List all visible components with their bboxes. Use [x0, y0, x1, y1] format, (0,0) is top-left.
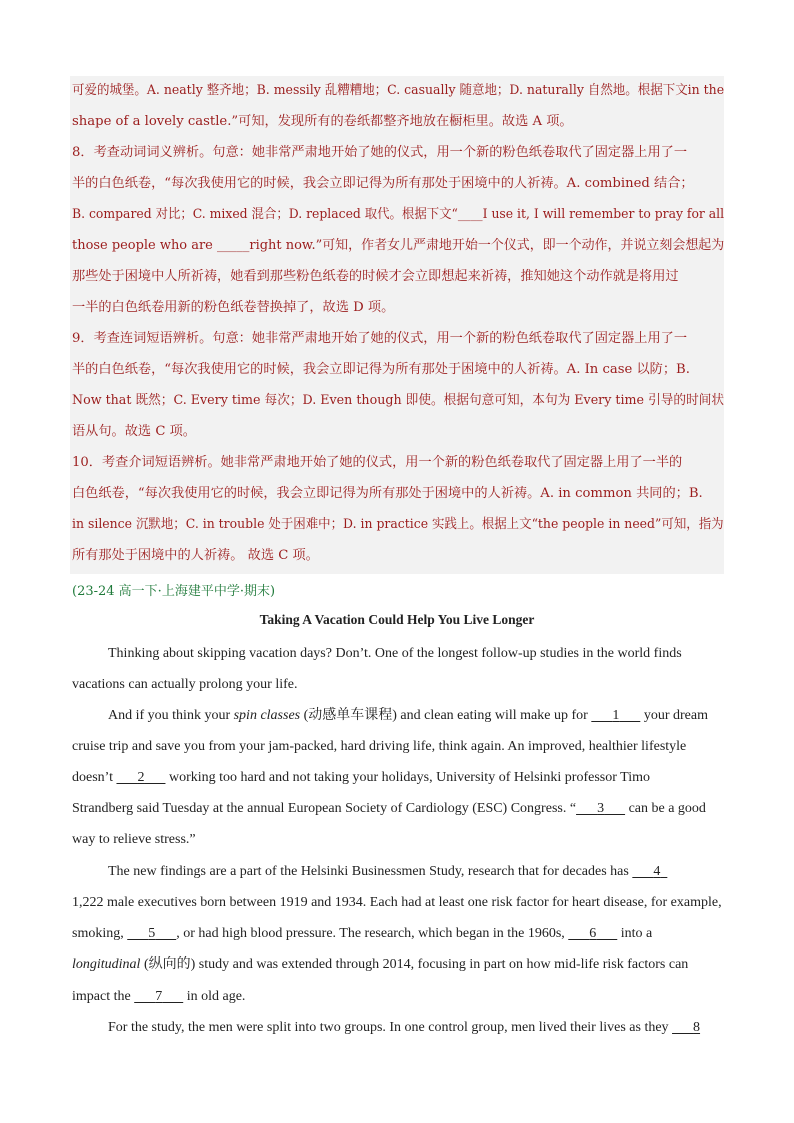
- blank-5[interactable]: [127, 924, 176, 944]
- text-segment: can be a good: [625, 801, 706, 816]
- text-segment: impact the: [72, 989, 135, 1004]
- text-segment: working too hard and not taking your holidays, University of Helsinki professor Timo: [165, 770, 650, 785]
- text-segment: (纵向的) study and was extended through 2014, focusing in part on how mid-life risk factors can: [140, 957, 689, 972]
- text-segment: Strandberg said Tuesday at the annual European Society of Cardiology (ESC) Congress. “: [72, 801, 577, 816]
- text-segment: The new findings are a part of the Helsinki Businessmen Study, research that for decades has: [108, 864, 633, 879]
- explanation-line: 所有那处于困境中的人祈祷。 故选 C 项。: [72, 548, 319, 563]
- explanation-line: 白色纸卷，“每次我使用它的时候，我会立即记得为所有那处于困境中的人祈祷。A. in common 共同的；B.: [72, 486, 703, 501]
- explanation-line: 8．考查动词词义辨析。句意：她非常严肃地开始了她的仪式，用一个新的粉色纸卷取代了固定器上用了一: [72, 145, 688, 160]
- explanation-line: 那些处于困境中人所祈祷，她看到那些粉色纸卷的时候才会立即想起来祈祷，推知她这个动作就是将用过: [72, 269, 679, 284]
- blank-number: 7: [155, 989, 163, 1004]
- blank-number: 6: [589, 926, 597, 941]
- explanation-line: B. compared 对比；C. mixed 混合；D. replaced 取代。根据下文“____I use it, I will remember to pray for all: [72, 207, 725, 222]
- text-segment: doesn’t: [72, 770, 117, 785]
- blank-number: 8: [693, 1020, 701, 1035]
- passage-line: cruise trip and save you from your jam-packed, hard driving life, think again. An improved, healthier lifestyle: [72, 739, 687, 754]
- passage-line: [72, 799, 706, 819]
- text-segment: smoking,: [72, 926, 128, 941]
- source-label: (23-24 高一下·上海建平中学·期末): [72, 584, 276, 599]
- blank-number: 3: [597, 801, 605, 816]
- text-segment: And if you think your: [108, 708, 234, 723]
- explanation-line: those people who are _____right now.”可知，作者女儿严肃地开始一个仪式，即一个动作，并说立刻会想起为: [72, 238, 725, 253]
- explanation-line: 9．考查连词短语辨析。句意：她非常严肃地开始了她的仪式，用一个新的粉色纸卷取代了固定器上用了一: [72, 331, 688, 346]
- explanation-line: 半的白色纸卷，“每次我使用它的时候，我会立即记得为所有那处于困境中的人祈祷。A. In case 以防；B.: [72, 362, 690, 377]
- passage-line: vacations can actually prolong your life.: [72, 677, 298, 692]
- text-segment: your dream: [640, 708, 708, 723]
- explanation-line: Now that 既然；C. Every time 每次；D. Even though 即使。根据句意可知，本句为 Every time 引导的时间状: [72, 393, 725, 408]
- blank-4[interactable]: [632, 862, 667, 882]
- blank-8[interactable]: [672, 1018, 700, 1038]
- text-segment: in old age.: [183, 989, 246, 1004]
- blank-number: 4: [653, 864, 661, 879]
- blank-3[interactable]: [576, 799, 625, 819]
- blank-number: 1: [612, 708, 620, 723]
- passage-title: Taking A Vacation Could Help You Live Longer: [259, 612, 535, 627]
- blank-number: 2: [137, 770, 145, 785]
- text-segment: (动感单车课程) and clean eating will make up for: [300, 708, 592, 723]
- passage-line: way to relieve stress.”: [72, 832, 196, 847]
- text-segment: longitudinal: [72, 957, 141, 972]
- blank-2[interactable]: [116, 768, 165, 788]
- explanation-line: shape of a lovely castle.”可知，发现所有的卷纸都整齐地放在橱柜里。故选 A 项。: [72, 114, 573, 129]
- passage-line: [72, 987, 245, 1007]
- explanation-line: 语从句。故选 C 项。: [72, 424, 196, 439]
- text-segment: , or had high blood pressure. The research, which began in the 1960s,: [176, 926, 569, 941]
- explanation-line: 半的白色纸卷，“每次我使用它的时候，我会立即记得为所有那处于困境中的人祈祷。A. combined 结合；: [72, 176, 694, 191]
- blank-7[interactable]: [134, 987, 183, 1007]
- blank-6[interactable]: [568, 924, 617, 944]
- passage-line: [108, 706, 708, 726]
- blank-number: 5: [148, 926, 156, 941]
- explanation-line: 可爱的城堡。A. neatly 整齐地；B. messily 乱糟糟地；C. casually 随意地；D. naturally 自然地。根据下文in the: [72, 83, 725, 98]
- passage-line: [108, 1018, 700, 1038]
- explanation-line: 一半的白色纸卷用新的粉色纸卷替换掉了，故选 D 项。: [72, 300, 395, 315]
- passage-line: [72, 955, 688, 975]
- passage-line: Thinking about skipping vacation days? Don’t. One of the longest follow-up studies in the world finds: [108, 646, 682, 661]
- text-segment: into a: [617, 926, 653, 941]
- passage-line: [108, 862, 667, 882]
- passage-line: 1,222 male executives born between 1919 and 1934. Each had at least one risk factor for heart disease, for example,: [72, 895, 722, 910]
- passage-line: [72, 924, 652, 944]
- text-segment: For the study, the men were split into two groups. In one control group, men lived their lives as they: [108, 1020, 673, 1035]
- explanation-line: 10．考查介词短语辨析。她非常严肃地开始了她的仪式，用一个新的粉色纸卷取代了固定器上用了一半的: [72, 455, 683, 470]
- passage-line: [72, 768, 650, 788]
- blank-1[interactable]: [591, 706, 640, 726]
- text-segment: spin classes: [233, 708, 301, 723]
- explanation-line: in silence 沉默地；C. in trouble 处于困难中；D. in practice 实践上。根据上文“the people in need”可知，指为: [72, 517, 724, 532]
